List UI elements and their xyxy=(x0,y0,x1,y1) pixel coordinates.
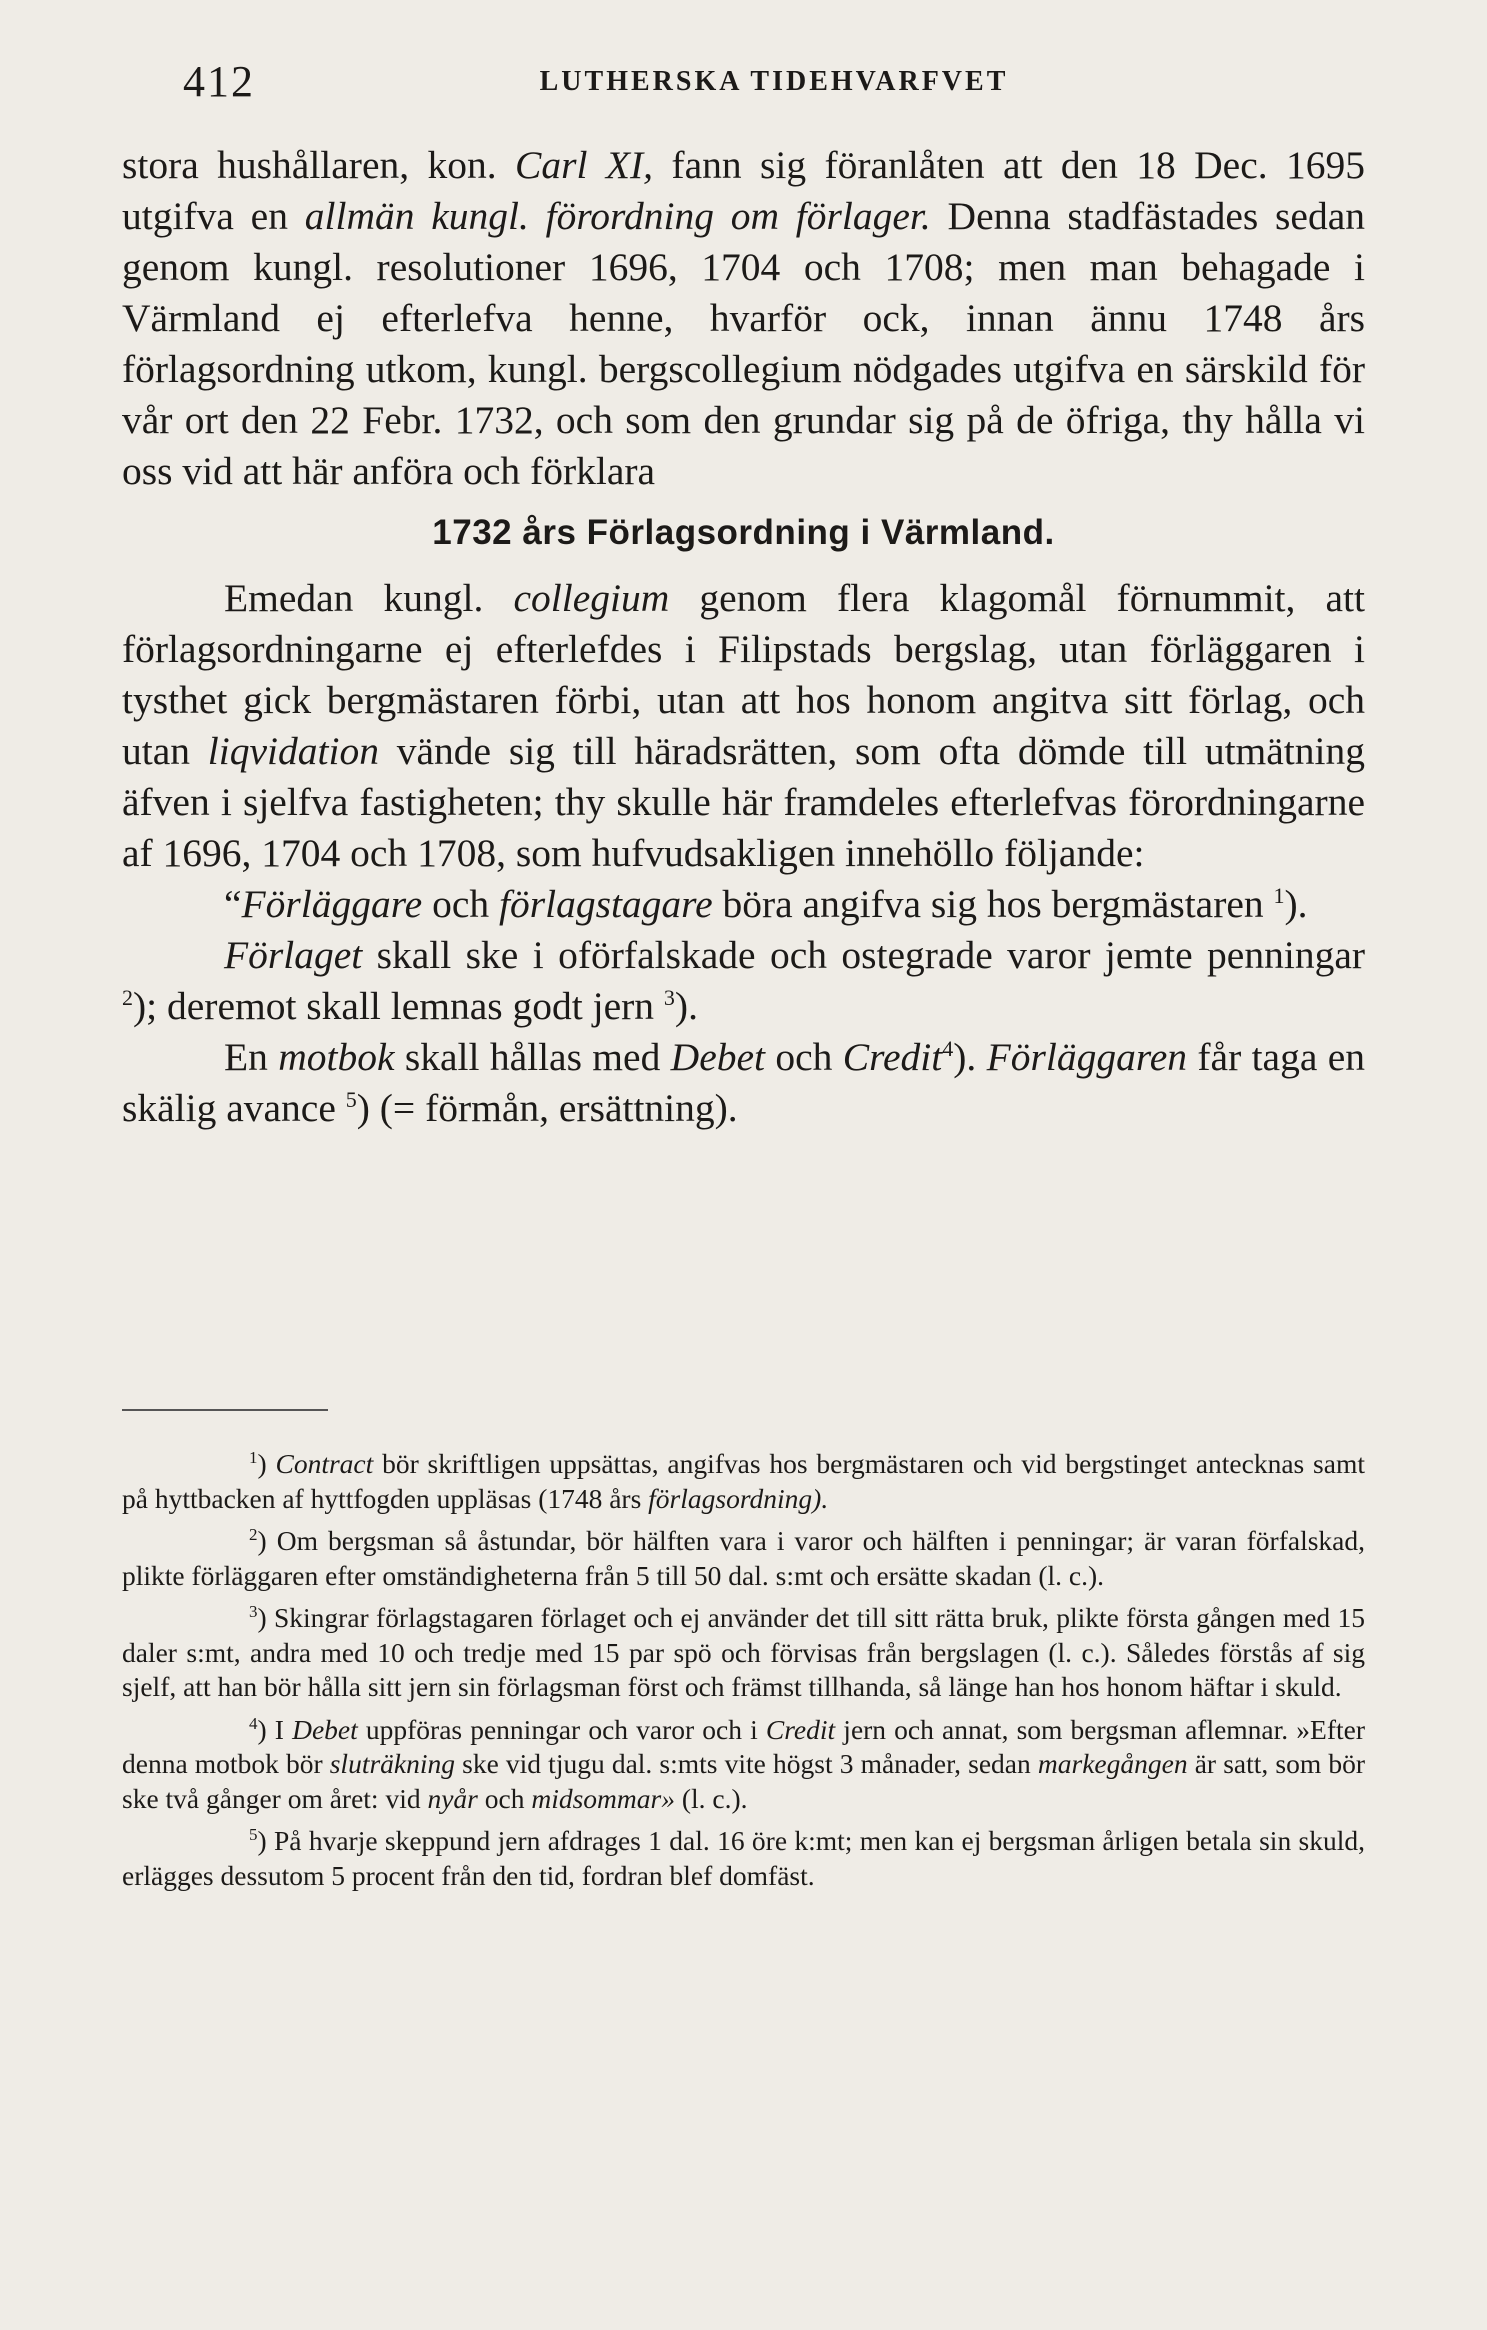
italic-span: liqvidation xyxy=(207,729,379,773)
text-span: är satt, som bör ske två gånger om året: vid xyxy=(122,1748,1365,1814)
text-span: ). xyxy=(674,984,698,1028)
italic-span: Debet xyxy=(292,1713,358,1745)
italic-span: midsommar» xyxy=(531,1782,675,1814)
text-span: ) Skingrar förlagstagaren förlaget och ej använder det till sitt rätta bruk, plikte första gången med 15 daler s:mt, andra med 10 och tredje med 15 par spö och förvisas från bergslagen (l. c.). Således förstås af sig sjelf, att han bör hålla sitt jern sin förlagsman först och främst tillhanda, så länge han hos honom häftar i skuld. xyxy=(122,1602,1365,1702)
italic-span: motbok xyxy=(278,1035,395,1079)
italic-span: sluträkning xyxy=(329,1748,456,1779)
text-span: bör skriftligen uppsättas, angifvas hos bergmästaren och vid bergstinget antecknas samt på hyttbacken af hyttfogden uppläsas (1748 års xyxy=(122,1448,1365,1514)
footnote-ref: 3 xyxy=(663,984,675,1010)
text-span: skall hållas med xyxy=(394,1035,671,1079)
footnote-divider xyxy=(122,1409,328,1411)
text-span: genom flera klagomål förnummit, att förlagsordningarne ej efterlefdes i Filipstads bergslag, utan förläggaren i tysthet gick bergmästaren förbi, utan att hos honom angitva sitt förlag, och utan xyxy=(122,576,1365,773)
footnote-number: 4 xyxy=(249,1713,258,1733)
section-heading: 1732 års Förlagsordning i Värmland. xyxy=(432,513,1055,552)
paragraph-5 xyxy=(122,1032,1365,1134)
text-span: ) På hvarje skeppund jern afdrages 1 dal. 16 öre k:mt; men kan ej bergsman årligen betala sin skuld, erlägges dessutom 5 procent från den tid, fordran blef domfäst. xyxy=(122,1825,1365,1891)
text-span: stora hushållaren, kon. xyxy=(122,143,516,187)
italic-span: Förläggaren xyxy=(986,1035,1188,1079)
italic-span: Förläggare xyxy=(241,882,423,926)
italic-span: Contract xyxy=(275,1448,374,1479)
italic-span: nyår xyxy=(427,1782,478,1814)
running-title: LUTHERSKA TIDEHVARFVET xyxy=(539,66,1009,97)
footnote-2 xyxy=(122,1524,1365,1593)
paragraph-1 xyxy=(122,140,1365,497)
italic-span: allmän kungl. förordning om förlager. xyxy=(304,194,931,238)
italic-span: collegium xyxy=(513,576,670,620)
italic-span: Credit xyxy=(765,1713,836,1745)
text-span: och xyxy=(765,1035,843,1079)
footnote-4 xyxy=(122,1713,1365,1817)
text-span: ) I xyxy=(257,1713,293,1745)
footnotes xyxy=(122,1447,1365,1901)
page-header xyxy=(183,56,1365,106)
footnote-1 xyxy=(122,1447,1365,1516)
footnote-3 xyxy=(122,1601,1365,1705)
text-span: ) Om bergsman så åstundar, bör hälften vara i varor och hälften i penningar; är varan förfalskad, plikte förläggaren efter omständigheterna från 5 till 50 dal. s:mt och ersätte skadan (l. c.). xyxy=(122,1525,1365,1591)
text-span: vände sig till häradsrätten, som ofta dömde till utmätning äfven i sjelfva fastigheten; thy skulle här framdeles efterlefvas förordningarne af 1696, 1704 och 1708, som hufvudsakligen innehöllo följande: xyxy=(122,729,1365,875)
text-span: Denna stadfästades sedan genom kungl. resolutioner 1696, 1704 och 1708; men man behagade i Värmland ej efterlefva henne, hvarför ock, innan ännu 1748 års förlagsordning utkom, kungl. bergscollegium nödgades utgifva en särskild för vår ort den 22 Febr. 1732, och som den grundar sig på de öfriga, thy hålla vi oss vid att här anföra och förklara xyxy=(122,194,1365,493)
text-span: ). xyxy=(953,1035,987,1079)
italic-span: Carl XI, xyxy=(515,143,654,187)
text-span: skall ske i oförfalskade och ostegrade varor jemte penningar xyxy=(362,933,1365,977)
italic-span: förlagsordning). xyxy=(648,1482,829,1514)
text-span: fann sig föranlåten att den 18 Dec. 1695 utgifva en xyxy=(122,143,1365,238)
footnote-5 xyxy=(122,1824,1365,1893)
footnote-number: 3 xyxy=(249,1601,258,1621)
paragraph-3 xyxy=(122,879,1365,930)
text-span: ) (= förmån, ersättning). xyxy=(356,1086,738,1130)
text-span: “ xyxy=(224,882,242,926)
italic-span: Debet xyxy=(670,1035,765,1079)
paragraph-4 xyxy=(122,930,1365,1032)
footnote-ref: 5 xyxy=(345,1086,357,1112)
italic-span: Credit xyxy=(842,1035,943,1079)
text-span: uppföras penningar och varor och i xyxy=(357,1713,766,1745)
text-span: böra angifva sig hos bergmästaren xyxy=(712,882,1274,926)
text-span: (l. c.). xyxy=(674,1782,748,1814)
body-text xyxy=(122,140,1365,1134)
text-span: ) xyxy=(257,1448,276,1479)
footnote-number: 2 xyxy=(249,1524,258,1544)
text-span: En xyxy=(224,1035,279,1079)
italic-span: markegången xyxy=(1037,1748,1188,1779)
text-span: ). xyxy=(1284,882,1308,926)
paragraph-2 xyxy=(122,573,1365,879)
text-span: ); deremot skall lemnas godt jern xyxy=(133,984,664,1028)
footnote-number: 5 xyxy=(249,1824,258,1844)
page-number: 412 xyxy=(183,57,255,106)
footnote-ref: 1 xyxy=(1273,882,1285,908)
italic-span: Förlaget xyxy=(224,933,363,977)
text-span: Emedan kungl. xyxy=(224,576,514,620)
footnote-ref: 4 xyxy=(942,1035,954,1061)
italic-span: förlagstagare xyxy=(499,882,713,926)
text-span: och xyxy=(422,882,500,926)
text-span: får taga en skälig avance xyxy=(122,1035,1365,1130)
text-span: och xyxy=(477,1782,532,1814)
text-span: jern och annat, som bergsman aflemnar. »Efter denna motbok bör xyxy=(122,1713,1365,1779)
footnote-ref: 2 xyxy=(122,984,133,1010)
footnote-number: 1 xyxy=(249,1447,258,1467)
text-span: ske vid tjugu dal. s:mts vite högst 3 månader, sedan xyxy=(455,1748,1038,1779)
